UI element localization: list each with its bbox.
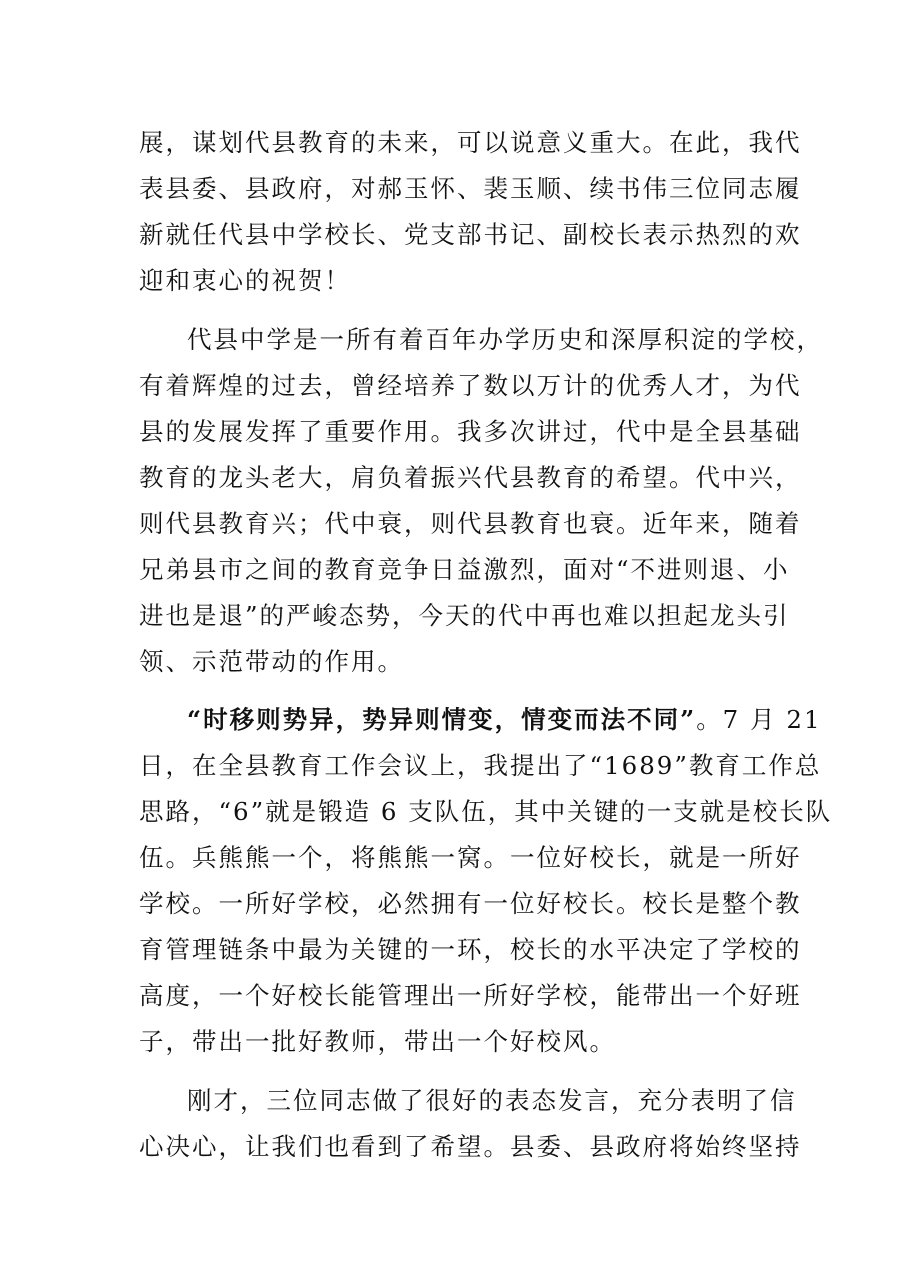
paragraph-2-line-7: 进也是退”的严峻态势，今天的代中再也难以担起龙头引 (139, 601, 790, 630)
paragraph-3-line-1-rest: 。7 月 21 (696, 705, 822, 734)
paragraph-2-line-5: 则代县教育兴；代中衰，则代县教育也衰。近年来，随着 (139, 509, 802, 538)
paragraph-3-line-3: 思路，“6”就是锻造 6 支队伍，其中关键的一支就是校长队 (139, 797, 833, 826)
paragraph-3-line-7: 高度，一个好校长能管理出一所好学校，能带出一个好班 (139, 981, 802, 1010)
paragraph-3-line-4: 伍。兵熊熊一个，将熊熊一窝。一位好校长，就是一所好 (139, 843, 802, 872)
paragraph-4-line-1: 刚才，三位同志做了很好的表态发言，充分表明了信 (187, 1086, 797, 1115)
paragraph-1-line-4: 迎和衷心的祝贺！ (139, 266, 351, 295)
paragraph-2-line-4: 教育的龙头老大，肩负着振兴代县教育的希望。代中兴， (139, 463, 802, 492)
paragraph-2-line-3: 县的发展发挥了重要作用。我多次讲过，代中是全县基础 (139, 417, 802, 446)
paragraph-1-line-2: 表县委、县政府，对郝玉怀、裴玉顺、续书伟三位同志履 (139, 174, 802, 203)
paragraph-4-line-2: 心决心，让我们也看到了希望。县委、县政府将始终坚持 (139, 1132, 802, 1161)
paragraph-1-line-3: 新就任代县中学校长、党支部书记、副校长表示热烈的欢 (139, 220, 802, 249)
paragraph-3-line-5: 学校。一所好学校，必然拥有一位好校长。校长是整个教 (139, 889, 802, 918)
paragraph-3-line-8: 子，带出一批好教师，带出一个好校风。 (139, 1027, 616, 1056)
bold-quote: “时移则势异，势异则情变，情变而法不同” (187, 705, 697, 734)
paragraph-3-line-6: 育管理链条中最为关键的一环，校长的水平决定了学校的 (139, 935, 802, 964)
paragraph-1-line-1: 展，谋划代县教育的未来，可以说意义重大。在此，我代 (139, 128, 802, 157)
paragraph-2-line-1: 代县中学是一所有着百年办学历史和深厚积淀的学校， (187, 325, 823, 354)
paragraph-2-line-6: 兄弟县市之间的教育竞争日益激烈，面对“不进则退、小 (139, 555, 790, 584)
paragraph-2-line-8: 领、示范带动的作用。 (139, 647, 404, 676)
paragraph-3-line-2: 日，在全县教育工作会议上，我提出了“1689”教育工作总 (139, 751, 822, 780)
paragraph-3-line-1 (187, 705, 822, 735)
paragraph-2-line-2: 有着辉煌的过去，曾经培养了数以万计的优秀人才，为代 (139, 371, 802, 400)
